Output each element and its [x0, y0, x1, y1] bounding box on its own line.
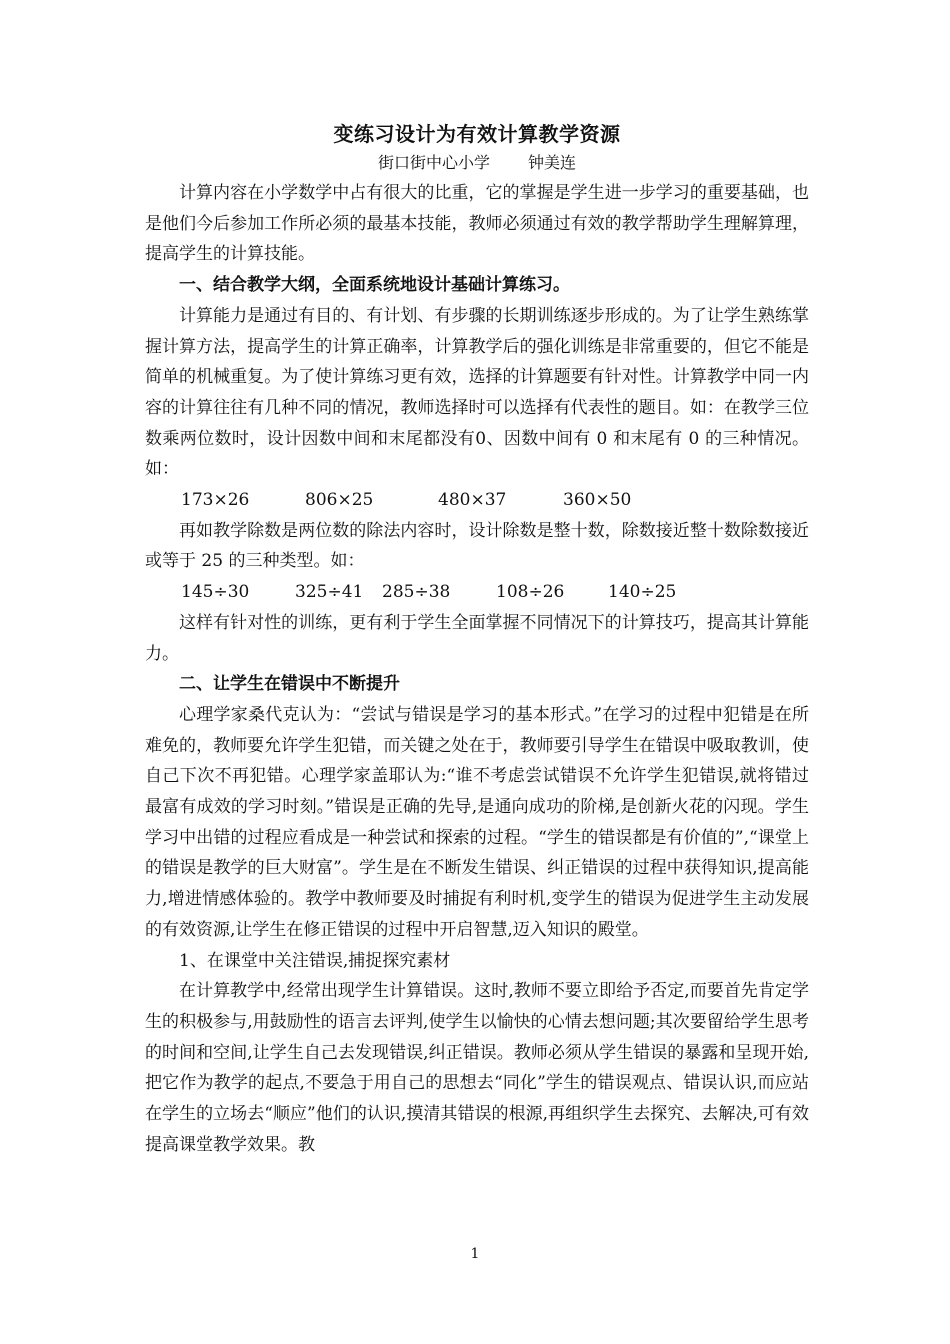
formula-item: 480×37	[438, 490, 507, 511]
section-2-subheading: 1、在课堂中关注错误,捕捉探究素材	[179, 950, 451, 971]
author-school: 街口街中心小学	[377, 153, 490, 172]
formula-item: 145÷30	[181, 582, 250, 603]
formula-item: 325÷41	[295, 582, 364, 603]
section-2-paragraph-1: 心理学家桑代克认为：“尝试与错误是学习的基本形式。”在学习的过程中犯错是在所难免的，教师要允许学生犯错，而关键之处在于，教师要引导学生在错误中吸取教训，使自己下次不再犯错。心理学家盖耶认为:“谁不考虑尝试错误不允许学生犯错误,就将错过最富有成效的学习时刻。”错误是正确的先导,是通向成功的阶梯,是创新火花的闪现。学生学习中出错的过程应看成是一种尝试和探索的过程。“学生的错误都是有价值的”,“课堂上的错误是教学的巨大财富”。学生是在不断发生错误、纠正错误的过程中获得知识,提高能力,增进情感体验的。教学中教师要及时捕捉有利时机,变学生的错误为促进学生主动发展的有效资源,让学生在修正错误的过程中开启智慧,迈入知识的殿堂。	[145, 704, 809, 940]
formula-item: 806×25	[305, 490, 374, 511]
document-body	[145, 118, 809, 1161]
section-1-paragraph-1: 计算能力是通过有目的、有计划、有步骤的长期训练逐步形成的。为了让学生熟练掌握计算方法，提高学生的计算正确率，计算教学后的强化训练是非常重要的，但它不能是简单的机械重复。为了使计算练习更有效，选择的计算题要有针对性。计算教学中同一内容的计算往往有几种不同的情况，教师选择时可以选择有代表性的题目。如：在教学三位数乘两位数时，设计因数中间和末尾都没有0、因数中间有 0 和末尾有 0 的三种情况。如：	[145, 305, 809, 480]
page-title: 变练习设计为有效计算教学资源	[333, 122, 621, 146]
formula-item: 140÷25	[608, 582, 677, 603]
division-examples	[145, 577, 809, 608]
section-1-paragraph-2: 再如教学除数是两位数的除法内容时，设计除数是整十数，除数接近整十数除数接近或等于 25 的三种类型。如：	[145, 520, 809, 572]
section-2-heading: 二、让学生在错误中不断提升	[179, 674, 400, 695]
formula-item: 285÷38	[382, 582, 451, 603]
formula-item: 360×50	[563, 490, 632, 511]
page-number: 1	[470, 1246, 480, 1262]
section-2-paragraph-2: 在计算教学中,经常出现学生计算错误。这时,教师不要立即给予否定,而要首先肯定学生的积极参与,用鼓励性的语言去评判,使学生以愉快的心情去想问题;其次要留给学生思考的时间和空间,让学生自己去发现错误,纠正错误。教师必须从学生错误的暴露和呈现开始,把它作为教学的起点,不要急于用自己的思想去“同化”学生的错误观点、错误认识,而应站在学生的立场去“顺应”他们的认识,摸清其错误的根源,再组织学生去探究、去解决,可有效提高课堂教学效果。教	[145, 981, 809, 1155]
intro-paragraph: 计算内容在小学数学中占有很大的比重，它的掌握是学生进一步学习的重要基础，也是他们今后参加工作所必须的最基本技能，教师必须通过有效的教学帮助学生理解算理，提高学生的计算技能。	[145, 183, 809, 265]
section-1-paragraph-3: 这样有针对性的训练，更有利于学生全面掌握不同情况下的计算技巧，提高其计算能力。	[145, 612, 809, 664]
byline	[145, 150, 809, 176]
formula-item: 108÷26	[496, 582, 565, 603]
multiplication-examples	[145, 485, 809, 516]
section-1-heading: 一、结合教学大纲，全面系统地设计基础计算练习。	[179, 275, 570, 296]
author-name: 钟美连	[528, 153, 577, 172]
formula-item: 173×26	[181, 490, 250, 511]
